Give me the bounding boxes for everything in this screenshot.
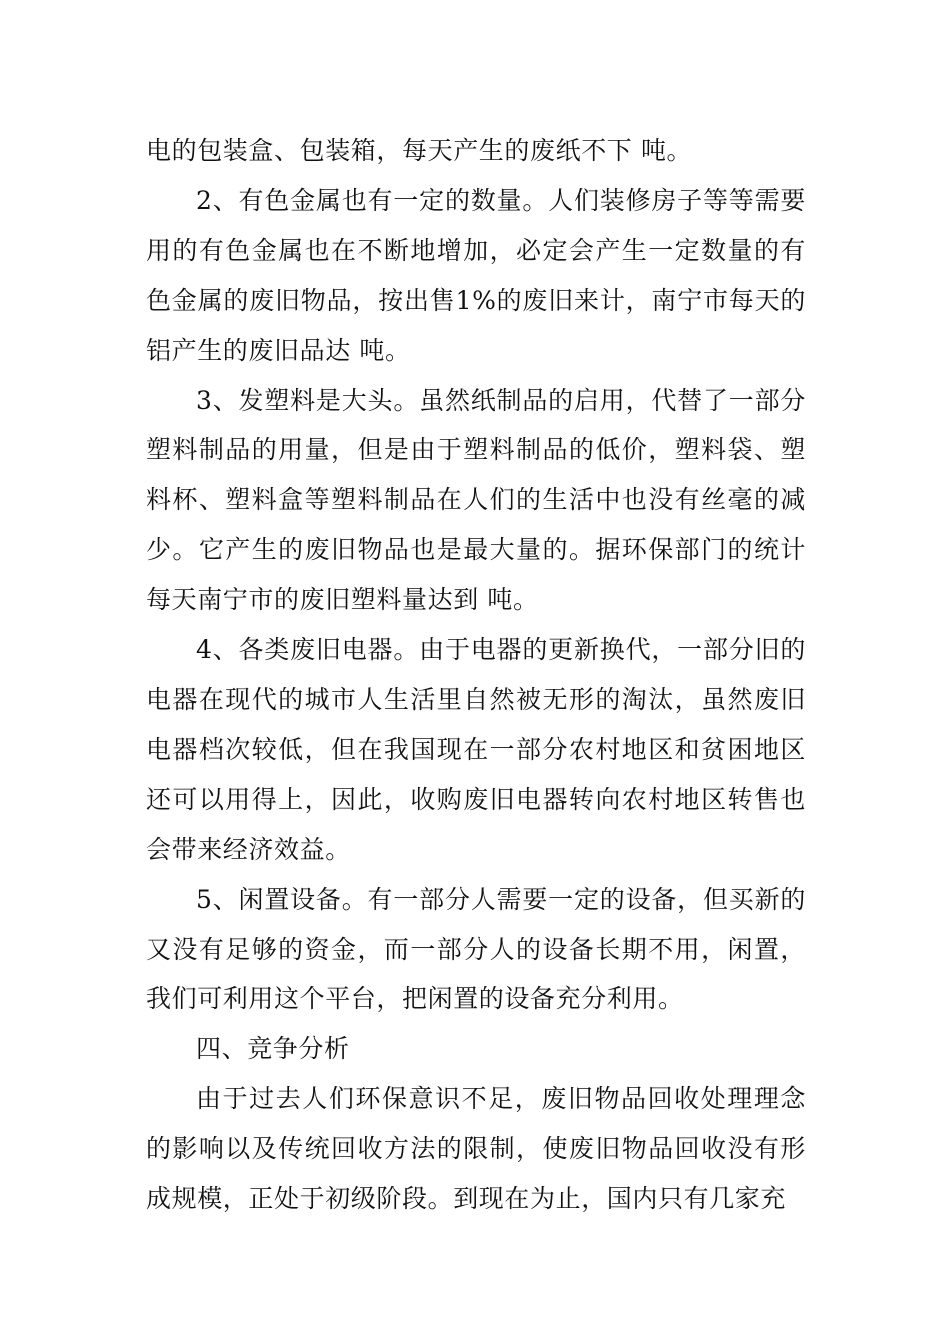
paragraph-6: 由于过去人们环保意识不足，废旧物品回收处理理念的影响以及传统回收方法的限制，使废旧物品回收没有形成规模，正处于初级阶段。到现在为止，国内只有几家充	[146, 1084, 806, 1214]
paragraph-4: 4、各类废旧电器。由于电器的更新换代，一部分旧的电器在现代的城市人生活里自然被无形的淘汰，虽然废旧电器档次较低，但在我国现在一部分农村地区和贫困地区还可以用得上，因此，收购废旧电器转向农村地区转售也会带来经济效益。	[146, 635, 806, 864]
document-body	[146, 126, 806, 1224]
paragraph-5: 5、闲置设备。有一部分人需要一定的设备，但买新的又没有足够的资金，而一部分人的设备长期不用，闲置，我们可利用这个平台，把闲置的设备充分利用。	[146, 884, 806, 1014]
paragraph-1: 电的包装盒、包装箱，每天产生的废纸不下 吨。	[146, 136, 693, 165]
paragraph-3: 3、发塑料是大头。虽然纸制品的启用，代替了一部分塑料制品的用量，但是由于塑料制品的低价，塑料袋、塑料杯、塑料盒等塑料制品在人们的生活中也没有丝毫的减少。它产生的废旧物品也是最大量的。据环保部门的统计每天南宁市的废旧塑料量达到 吨。	[146, 385, 806, 615]
section-heading: 四、竞争分析	[196, 1034, 350, 1064]
paragraph-2: 2、有色金属也有一定的数量。人们装修房子等等需要用的有色金属也在不断地增加，必定会产生一定数量的有色金属的废旧物品，按出售1%的废旧来计，南宁市每天的铝产生的废旧品达 吨。	[146, 185, 806, 365]
